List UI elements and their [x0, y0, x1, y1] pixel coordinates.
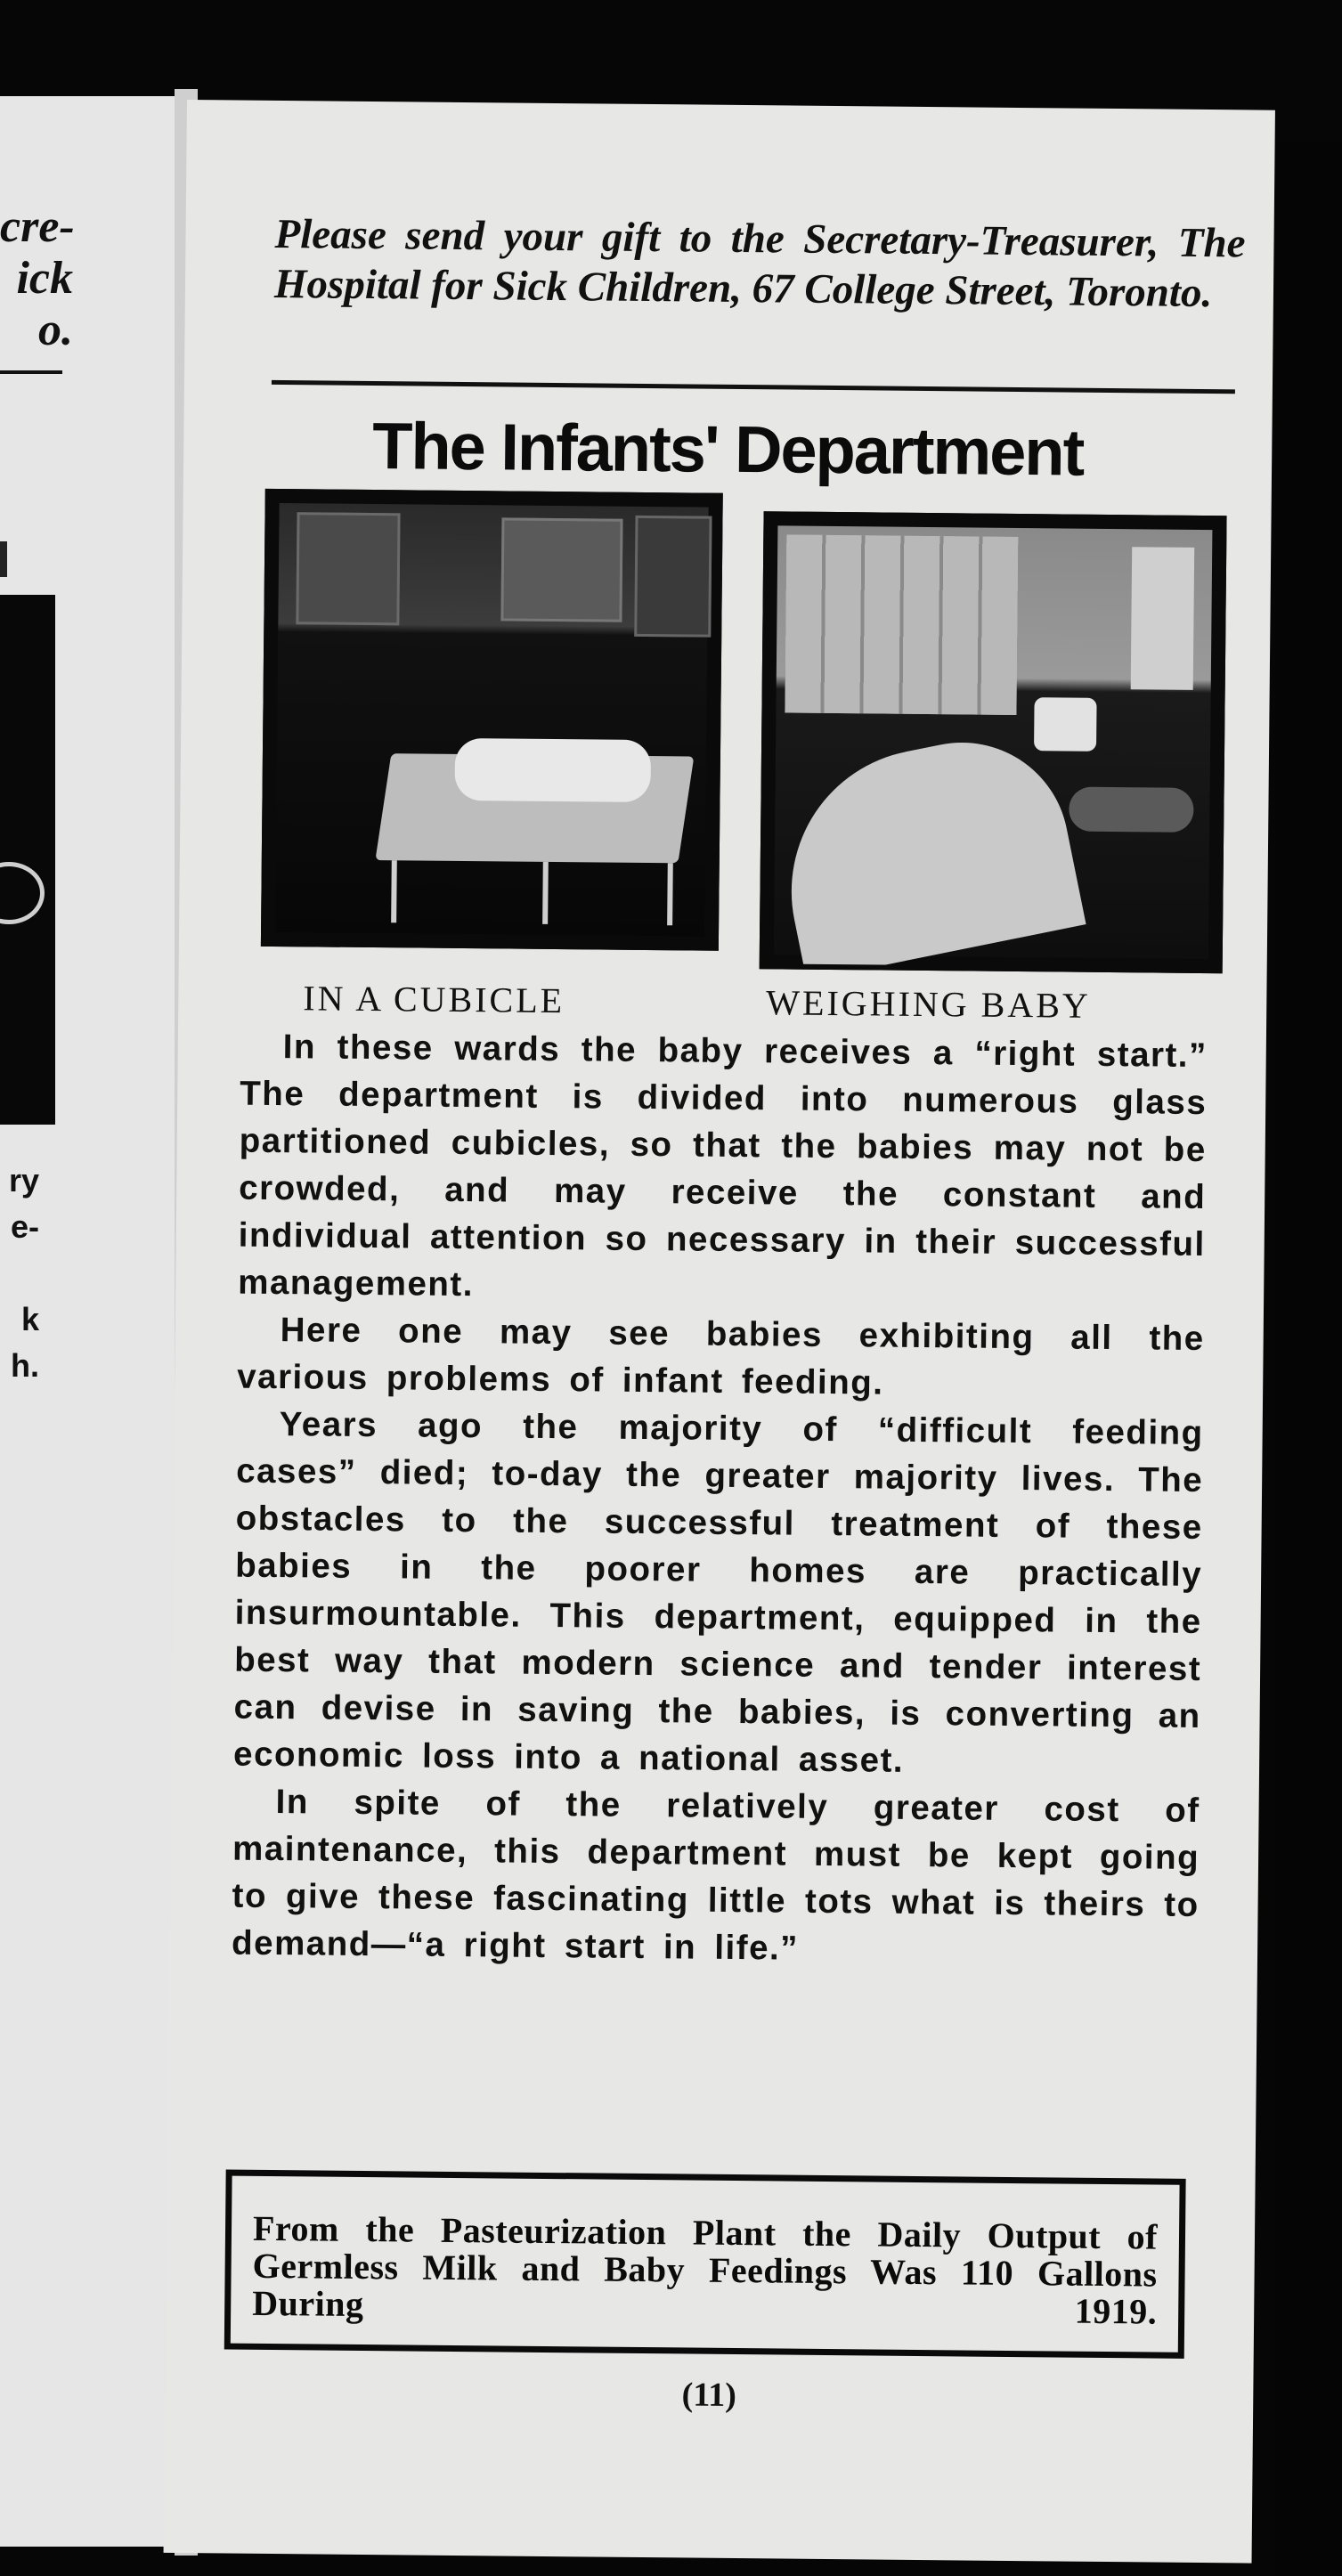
photo-caption: WEIGHING BABY	[766, 982, 1092, 1026]
page-title: The Infants' Department	[371, 409, 1084, 490]
left-page-fragment-text: k	[20, 1301, 39, 1337]
right-page	[164, 100, 1275, 2564]
left-page-rule	[0, 370, 62, 374]
left-page-line: ick	[16, 253, 73, 304]
left-page-line: cre-	[0, 201, 75, 252]
intro-text: Please send your gift to the Secretary-Treasurer, The Hospital for Sick Children, 67 College Street, Toronto.	[273, 210, 1246, 317]
left-page-fragment-text: ry	[8, 1162, 39, 1199]
divider-rule	[272, 380, 1235, 394]
left-page-mark	[0, 541, 7, 577]
left-page-fragment-text: h.	[11, 1347, 39, 1384]
left-page-fragment-text: e-	[10, 1208, 39, 1245]
page-number: (11)	[681, 2376, 737, 2415]
left-page-photo	[0, 595, 55, 1125]
notice-box	[224, 2170, 1186, 2359]
left-page-fragments	[0, 1158, 39, 1389]
photo-cubicle-scene	[275, 503, 709, 937]
paragraph: In spite of the relatively greater cost of maintenance, this department must be kept going to give these fascinating little tots what is theirs to demand—“a right start in life.”	[231, 1783, 1200, 1968]
body-text	[232, 1023, 1208, 1976]
left-page-text	[0, 201, 73, 356]
left-page-fragment-text	[0, 1250, 39, 1296]
paragraph: Years ago the majority of “difficult feeding cases” died; to-day the greater majority lives. The obstacles to the successful treatment of these babies in the poorer homes are practically insurmountable. This department, equipped in the best way that modern science and tender interest can devise in saving the babies, is converting an economic loss into a national asset.	[232, 1405, 1204, 1780]
photo-caption: IN A CUBICLE	[303, 978, 565, 1021]
photo-cubicle	[261, 489, 723, 951]
photo-weighing-scene	[774, 525, 1213, 959]
right-edge-shadow	[1275, 142, 1342, 2576]
left-page-fragment	[0, 96, 187, 2547]
paragraph: Here one may see babies exhibiting all the various problems of infant feeding.	[237, 1311, 1205, 1402]
paragraph: In these wards the baby receives a “right start.” The department is divided into numerous glass partitioned cubicles, so that the babies may not be crowded, and may receive the constant and individual attention so necessary in their successful management.	[238, 1028, 1208, 1304]
photo-weighing-baby	[760, 511, 1227, 973]
notice-text: From the Pasteurization Plant the Daily Output of Germless Milk and Baby Feedings Was 110 Gallons During 1919.	[252, 2207, 1159, 2332]
left-page-line: o.	[38, 305, 73, 355]
